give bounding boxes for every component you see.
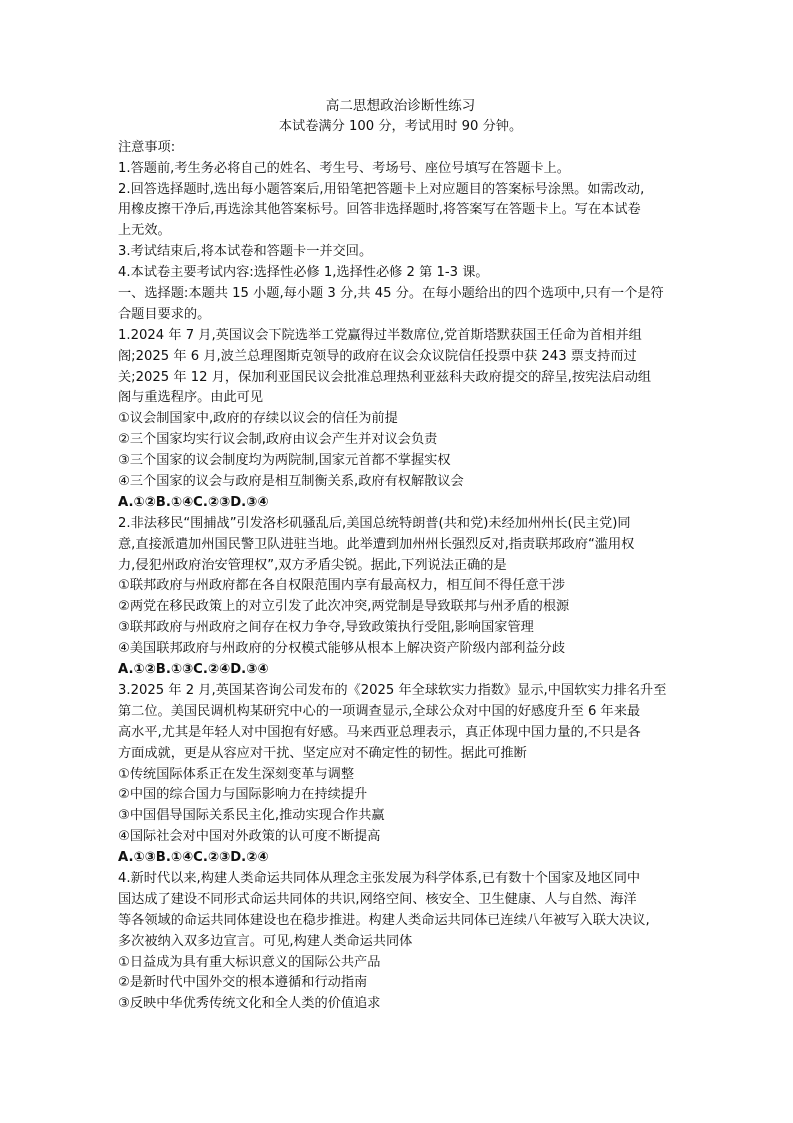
question-stem-line: 第二位。美国民调机构某研究中心的一项调查显示,全球公众对中国的好感度升至 6 年来最 xyxy=(118,703,641,719)
answer-options: A.①②B.①③C.②④D.③④ xyxy=(118,662,269,678)
question-item: ②两党在移民政策上的对立引发了此次冲突,两党制是导致联邦与州矛盾的根源 xyxy=(118,599,570,615)
question-1 xyxy=(118,326,683,514)
question-stem-line: 国达成了建设不同形式命运共同体的共识,网络空间、核安全、卫生健康、人与自然、海洋 xyxy=(118,891,637,907)
question-item: ②是新时代中国外交的根本遵循和行动指南 xyxy=(118,975,368,991)
question-stem-line: 关;2025 年 12 月，保加利亚国民议会批准总理热利亚兹科夫政府提交的辞呈,按宪法启动组 xyxy=(118,369,652,385)
question-stem-line: 意,直接派遣加州国民警卫队进驻当地。此举遭到加州州长强烈反对,指责联邦政府“滥用权 xyxy=(118,536,635,552)
question-stem-line: 方面成就，更是从容应对干扰、坚定应对不确定性的韧性。据此可推断 xyxy=(118,745,527,761)
answer-options: A.①③B.①④C.②③D.②④ xyxy=(118,850,269,866)
exam-subtitle: 本试卷满分 100 分，考试用时 90 分钟。 xyxy=(278,118,523,134)
question-item: ②三个国家均实行议会制,政府由议会产生并对议会负责 xyxy=(118,432,438,448)
question-item: ②中国的综合国力与国际影响力在持续提升 xyxy=(118,787,368,803)
question-item: ④国际社会对中国对外政策的认可度不断提高 xyxy=(118,829,381,845)
question-item: ④美国联邦政府与州政府的分权模式能够从根本上解决资产阶级内部利益分歧 xyxy=(118,641,566,657)
notice-line: 上无效。 xyxy=(118,223,171,239)
question-item: ①联邦政府与州政府都在各自权限范围内享有最高权力，相互间不得任意干涉 xyxy=(118,578,566,594)
question-3 xyxy=(118,681,683,869)
question-stem-line: 3.2025 年 2 月,英国某咨询公司发布的《2025 年全球软实力指数》显示,中国软实力排名升至 xyxy=(118,682,667,698)
question-item: ③联邦政府与州政府之间存在权力争夺,导致政策执行受阻,影响国家管理 xyxy=(118,620,534,636)
section-line: 合题目要求的。 xyxy=(118,306,211,322)
question-stem-line: 多次被纳入双多边宣言。可见,构建人类命运共同体 xyxy=(118,933,413,949)
question-2 xyxy=(118,514,683,681)
question-stem-line: 4.新时代以来,构建人类命运共同体从理念主张发展为科学体系,已有数十个国家及地区同中 xyxy=(118,870,641,886)
notice-line: 4.本试卷主要考试内容:选择性必修 1,选择性必修 2 第 1-3 课。 xyxy=(118,265,489,281)
question-4 xyxy=(118,869,683,1015)
question-stem-line: 2.非法移民“围捕战”引发洛杉矶骚乱后,美国总统特朗普(共和党)未经加州州长(民主党)同 xyxy=(118,515,631,531)
section-line: 一、选择题:本题共 15 小题,每小题 3 分,共 45 分。在每小题给出的四个选项中,只有一个是符 xyxy=(118,286,664,302)
notice-line: 用橡皮擦干净后,再选涂其他答案标号。回答非选择题时,将答案写在答题卡上。写在本试卷 xyxy=(118,202,641,218)
question-stem-line: 力,侵犯州政府治安管理权”,双方矛盾尖锐。据此,下列说法正确的是 xyxy=(118,557,507,573)
question-item: ①传统国际体系正在发生深刻变革与调整 xyxy=(118,766,355,782)
exam-page xyxy=(118,96,683,1015)
question-item: ①日益成为具有重大标识意义的国际公共产品 xyxy=(118,954,381,970)
answer-options: A.①②B.①④C.②③D.③④ xyxy=(118,494,269,510)
notice-line: 2.回答选择题时,选出每小题答案后,用铅笔把答题卡上对应题目的答案标号涂黑。如需改动, xyxy=(118,181,645,197)
question-stem-line: 等各领域的命运共同体建设也在稳步推进。构建人类命运共同体已连续八年被写入联大决议, xyxy=(118,912,650,928)
notice-section xyxy=(118,138,683,284)
question-stem-line: 阁与重选程序。由此可见 xyxy=(118,390,264,406)
question-item: ③中国倡导国际关系民主化,推动实现合作共赢 xyxy=(118,808,385,824)
section-heading xyxy=(118,284,683,326)
question-item: ①议会制国家中,政府的存续以议会的信任为前提 xyxy=(118,411,398,427)
exam-title: 高二思想政治诊断性练习 xyxy=(325,98,476,114)
question-stem-line: 1.2024 年 7 月,英国议会下院选举工党赢得过半数席位,党首斯塔默获国王任命为首相并组 xyxy=(118,327,642,343)
question-item: ③三个国家的议会制度均为两院制,国家元首都不掌握实权 xyxy=(118,453,451,469)
notice-line: 3.考试结束后,将本试卷和答题卡一并交回。 xyxy=(118,244,373,260)
notice-heading: 注意事项: xyxy=(118,139,176,155)
question-stem-line: 高水平,尤其是年轻人对中国抱有好感。马来西亚总理表示，真正体现中国力量的,不只是各 xyxy=(118,724,641,740)
question-stem-line: 阁;2025 年 6 月,波兰总理图斯克领导的政府在议会众议院信任投票中获 243 票支持而过 xyxy=(118,348,637,364)
notice-line: 1.答题前,考生务必将自己的姓名、考生号、考场号、座位号填写在答题卡上。 xyxy=(118,160,570,176)
question-item: ③反映中华优秀传统文化和全人类的价值追求 xyxy=(118,996,381,1012)
question-item: ④三个国家的议会与政府是相互制衡关系,政府有权解散议会 xyxy=(118,474,464,490)
